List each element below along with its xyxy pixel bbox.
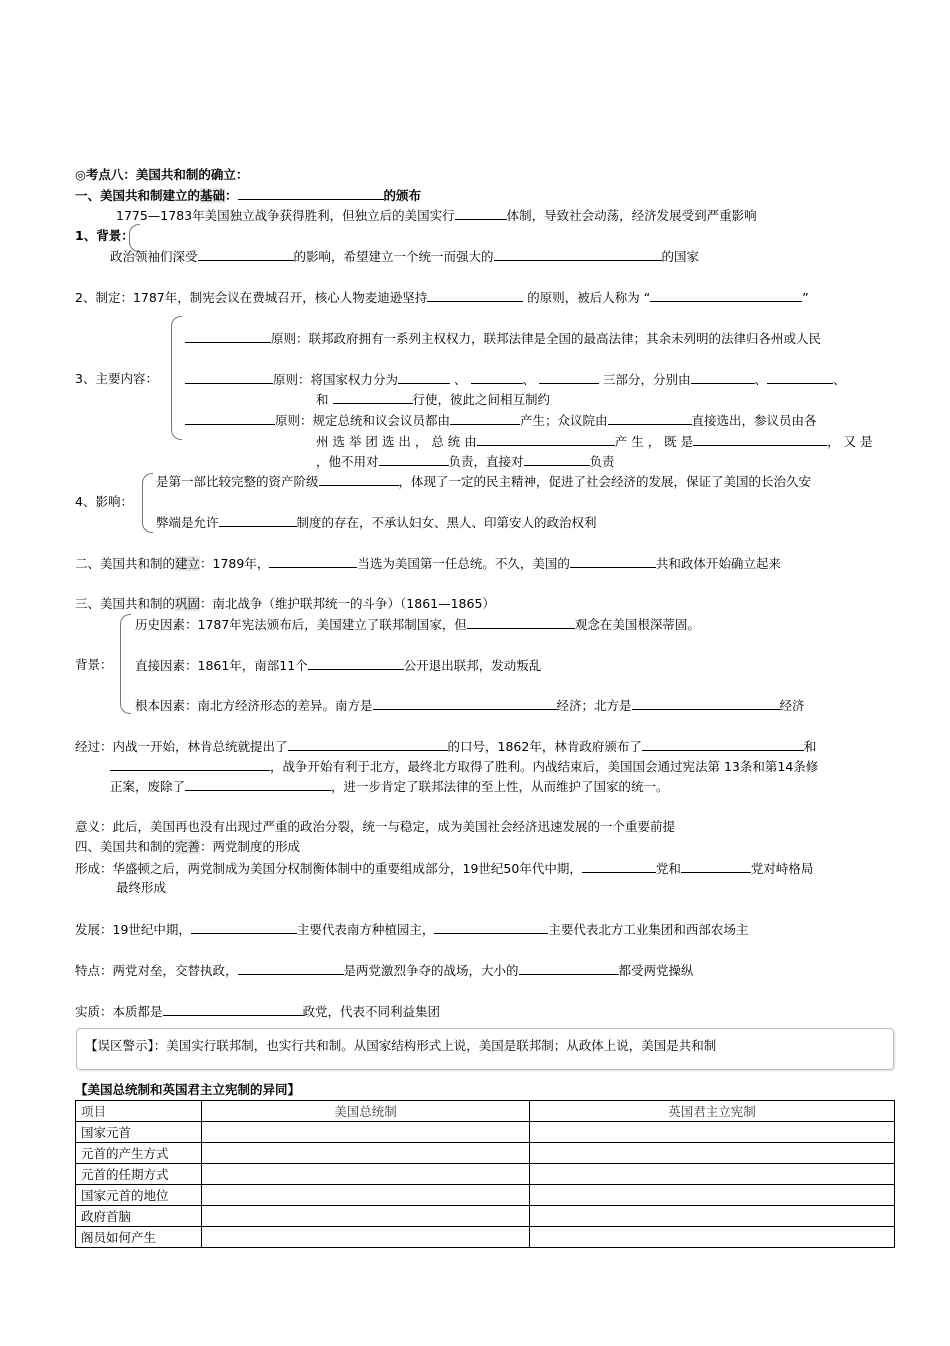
- text: 的原则，被后人称为 “: [523, 290, 651, 305]
- blank[interactable]: [319, 472, 399, 486]
- text: 三、美国共和制的: [75, 596, 176, 611]
- s1-bg-label: 1、背景：: [75, 228, 134, 243]
- blank[interactable]: [471, 370, 523, 384]
- table-header-row: [76, 1101, 895, 1122]
- s1-title: [75, 186, 421, 205]
- blank[interactable]: [427, 288, 523, 302]
- text: ”: [802, 290, 809, 305]
- blank[interactable]: [185, 329, 271, 343]
- blank[interactable]: [185, 411, 275, 425]
- text: 经过：内战一开始，林肯总统就提出了: [75, 739, 288, 754]
- text: 、: [754, 372, 768, 387]
- text: 正案，废除了: [110, 779, 186, 794]
- blank[interactable]: [519, 961, 619, 975]
- row-label: 国家元首的地位: [76, 1185, 202, 1206]
- s1-infl2: [156, 513, 597, 532]
- blank[interactable]: [333, 390, 413, 404]
- text: ，进一步肯定了联邦法律的至上性，从而维护了国家的统一。: [331, 779, 669, 794]
- highlight: 建立: [175, 556, 201, 571]
- row-label: 元首的产生方式: [76, 1143, 202, 1164]
- s1-content-label: 3、主要内容：: [75, 371, 158, 386]
- s1-make: [75, 288, 809, 307]
- s1-c3b: [316, 432, 873, 451]
- text: ，他不用对: [316, 454, 379, 469]
- s1-c2: [185, 370, 846, 389]
- blank[interactable]: [373, 696, 557, 710]
- s3-bg-label: 背景：: [75, 657, 113, 672]
- warning-box: [76, 1028, 894, 1070]
- s1-title-end: 的颁布: [383, 188, 422, 203]
- text: 主要代表北方工业集团和西部农场主: [548, 922, 749, 937]
- text: 发展：19世纪中期，: [75, 922, 191, 937]
- s1-title-post: ：: [225, 188, 238, 203]
- text: 产生；众议院由: [520, 413, 608, 428]
- s3-proc1: [75, 737, 816, 756]
- text: 党对峙格局: [750, 861, 814, 876]
- s1-c2b: [316, 390, 550, 409]
- text: 、: [454, 372, 467, 387]
- text: 是两党激烈争夺的战场，大小的: [343, 963, 519, 978]
- s1-title-highlight: 基础: [200, 188, 226, 203]
- text: 和: [803, 739, 817, 754]
- highlight: 巩固: [175, 596, 201, 611]
- text: 行使，彼此之间相互制约: [412, 392, 551, 407]
- text: 直接因素：1861年，南部11个: [135, 658, 308, 673]
- text: ：两党制度的形成: [200, 839, 301, 854]
- text: 共和政体开始确立起来: [655, 556, 781, 571]
- highlight: 完善: [175, 839, 201, 854]
- blank[interactable]: [632, 696, 780, 710]
- s3-meaning: 意义：此后，美国再也没有出现过严重的政治分裂，统一与稳定，成为美国社会经济迅速发展的一个重要前提: [75, 819, 676, 834]
- section-heading: ◎考点八：美国共和制的确立：: [75, 167, 249, 182]
- text: 2、制定：1787年，制宪会议在费城召开，核心人物麦迪逊坚持: [75, 290, 428, 305]
- blank[interactable]: [650, 288, 802, 302]
- blank[interactable]: [238, 961, 344, 975]
- row-label: 政府首脑: [76, 1206, 202, 1227]
- answer-cell[interactable]: [202, 1227, 530, 1248]
- answer-cell[interactable]: [202, 1122, 530, 1143]
- text: 是第一部比较完整的资产阶级: [156, 474, 319, 489]
- text: 经济；北方是: [556, 698, 632, 713]
- blank[interactable]: [455, 206, 507, 220]
- s1-c3c: [316, 452, 615, 471]
- table-row: [76, 1143, 895, 1164]
- table-row: [76, 1227, 895, 1248]
- text: 根本因素：南北方经济形态的差异。南方是: [135, 698, 373, 713]
- header-cell: 项目: [76, 1101, 202, 1122]
- row-label: 元首的任期方式: [76, 1164, 202, 1185]
- s3-r1: [135, 615, 700, 634]
- text: 、: [833, 372, 846, 387]
- text: 经济: [779, 698, 805, 713]
- blank[interactable]: [608, 411, 692, 425]
- blank[interactable]: [269, 554, 357, 568]
- blank[interactable]: [691, 370, 755, 384]
- header-cell: 英国君主立宪制: [530, 1101, 895, 1122]
- s1-bg-line1: [116, 206, 757, 225]
- s3-r2: [135, 656, 541, 675]
- s3-proc2: [110, 757, 818, 776]
- table-row: [76, 1185, 895, 1206]
- blank[interactable]: [191, 920, 297, 934]
- answer-cell[interactable]: [530, 1206, 895, 1227]
- text: 州 选 举 团 选 出 ， 总 统 由: [316, 434, 477, 449]
- blank[interactable]: [185, 777, 331, 791]
- s1-c1: [185, 329, 821, 348]
- blank[interactable]: [681, 859, 751, 873]
- text: 二、美国共和制的: [75, 556, 176, 571]
- blank[interactable]: [288, 737, 448, 751]
- text: 原则：规定总统和议会议员都由: [275, 413, 451, 428]
- text: ，体现了一定的民主精神，促进了社会经济的发展，保证了美国的长治久安: [398, 474, 812, 489]
- text: 历史因素：1787年宪法颁布后，美国建立了联邦制国家，但: [135, 617, 467, 632]
- header-cell: 美国总统制: [202, 1101, 530, 1122]
- blank[interactable]: [467, 615, 575, 629]
- blank[interactable]: [693, 432, 827, 446]
- text: 的口号，1862年，林肯政府颁布了: [447, 739, 642, 754]
- s4-feat: [75, 961, 694, 980]
- text: 的国家: [661, 249, 700, 264]
- s1-infl1: [156, 472, 811, 491]
- answer-cell[interactable]: [530, 1143, 895, 1164]
- text: 主要代表南方种植园主，: [296, 922, 435, 937]
- text: ， 又 是: [827, 434, 873, 449]
- blank[interactable]: [219, 513, 297, 527]
- text: 的影响，希望建立一个统一而强大的: [293, 249, 494, 264]
- text: 产 生 ， 既 是: [614, 434, 694, 449]
- text: 原则：将国家权力分为: [273, 372, 399, 387]
- answer-cell[interactable]: [530, 1227, 895, 1248]
- s1-title-pre: 一、美国共和制建立的: [75, 188, 201, 203]
- blank[interactable]: [379, 452, 449, 466]
- text: 体制，导致社会动荡，经济发展受到严重影响: [506, 208, 757, 223]
- text: 负责，直接对: [448, 454, 524, 469]
- text: ：南北战争（维护联邦统一的斗争）（1861—1865）: [200, 596, 495, 611]
- s1-infl-label: 4、影响：: [75, 494, 133, 509]
- answer-cell[interactable]: [202, 1206, 530, 1227]
- text: 党和: [655, 861, 681, 876]
- blank[interactable]: [494, 247, 662, 261]
- brace: [142, 473, 153, 533]
- text: 、: [522, 372, 536, 387]
- answer-cell[interactable]: [202, 1185, 530, 1206]
- brace: [120, 614, 131, 714]
- text: 政党，代表不同利益集团: [302, 1004, 441, 1019]
- text: ，战争开始有利于北方，最终北方取得了胜利。内战结束后，美国国会通过宪法第 13条和第14条修: [270, 759, 819, 774]
- text: 原则：联邦政府拥有一系列主权权力，联邦法律是全国的最高法律；其余未列明的法律归各州或人民: [271, 331, 822, 346]
- blank[interactable]: [398, 370, 450, 384]
- answer-cell[interactable]: [530, 1122, 895, 1143]
- blank[interactable]: [198, 247, 294, 261]
- blank[interactable]: [642, 737, 804, 751]
- text: 直接选出，参议员由各: [691, 413, 817, 428]
- text: 制度的存在，不承认妇女、黑人、印第安人的政治权利: [296, 515, 597, 530]
- text: 都受两党操纵: [618, 963, 694, 978]
- s4-ess: [75, 1002, 440, 1021]
- s3-title: [75, 595, 495, 613]
- text: 公开退出联邦，发动叛乱: [403, 658, 542, 673]
- text: 弊端是允许: [156, 515, 219, 530]
- blank[interactable]: [308, 656, 404, 670]
- text: 三部分，分别由: [602, 372, 691, 387]
- text: 和: [316, 392, 329, 407]
- s1-bg-line2: [110, 247, 699, 266]
- s4-title: [75, 838, 300, 856]
- s1-c3: [185, 411, 817, 430]
- table-row: [76, 1206, 895, 1227]
- s3-proc3: [110, 777, 669, 796]
- text: 负责: [589, 454, 615, 469]
- blank[interactable]: [582, 859, 656, 873]
- blank[interactable]: [163, 1002, 303, 1016]
- s3-r3: [135, 696, 805, 715]
- answer-cell[interactable]: [202, 1164, 530, 1185]
- table-row: [76, 1122, 895, 1143]
- blank[interactable]: [539, 370, 599, 384]
- s2-line: [75, 554, 781, 573]
- brace: [171, 316, 182, 440]
- s4-form2: 最终形成: [116, 880, 167, 895]
- text: 1775—1783年美国独立战争获得胜利，但独立后的美国实行: [116, 208, 455, 223]
- text: 四、美国共和制的: [75, 839, 176, 854]
- blank[interactable]: [767, 370, 833, 384]
- text: 当选为美国第一任总统。不久，美国的: [357, 556, 570, 571]
- answer-cell[interactable]: [530, 1164, 895, 1185]
- blank[interactable]: [450, 411, 520, 425]
- text: ：1789年，: [200, 556, 270, 571]
- table-row: [76, 1164, 895, 1185]
- answer-cell[interactable]: [530, 1185, 895, 1206]
- comparison-table: [75, 1100, 895, 1248]
- blank[interactable]: [238, 186, 384, 200]
- blank[interactable]: [434, 920, 548, 934]
- blank[interactable]: [570, 554, 656, 568]
- text: 观念在美国根深蒂固。: [574, 617, 700, 632]
- blank[interactable]: [110, 757, 270, 771]
- text: 政治领袖们深受: [110, 249, 198, 264]
- s4-dev: [75, 920, 748, 939]
- s4-form: [75, 859, 813, 878]
- text: 形成：华盛顿之后，两党制成为美国分权制衡体制中的重要组成部分，19世纪50年代中期，: [75, 861, 582, 876]
- text: 特点：两党对垒，交替执政，: [75, 963, 238, 978]
- blank[interactable]: [477, 432, 615, 446]
- warning-text: 【误区警示】：美国实行联邦制，也实行共和制。从国家结构形式上说，美国是联邦制；从政体上说，美国是共和制: [85, 1038, 717, 1053]
- blank[interactable]: [185, 370, 273, 384]
- row-label: 国家元首: [76, 1122, 202, 1143]
- row-label: 阁员如何产生: [76, 1227, 202, 1248]
- text: 实质：本质都是: [75, 1004, 163, 1019]
- table-title: 【美国总统制和英国君主立宪制的异同】: [75, 1082, 301, 1097]
- answer-cell[interactable]: [202, 1143, 530, 1164]
- blank[interactable]: [524, 452, 590, 466]
